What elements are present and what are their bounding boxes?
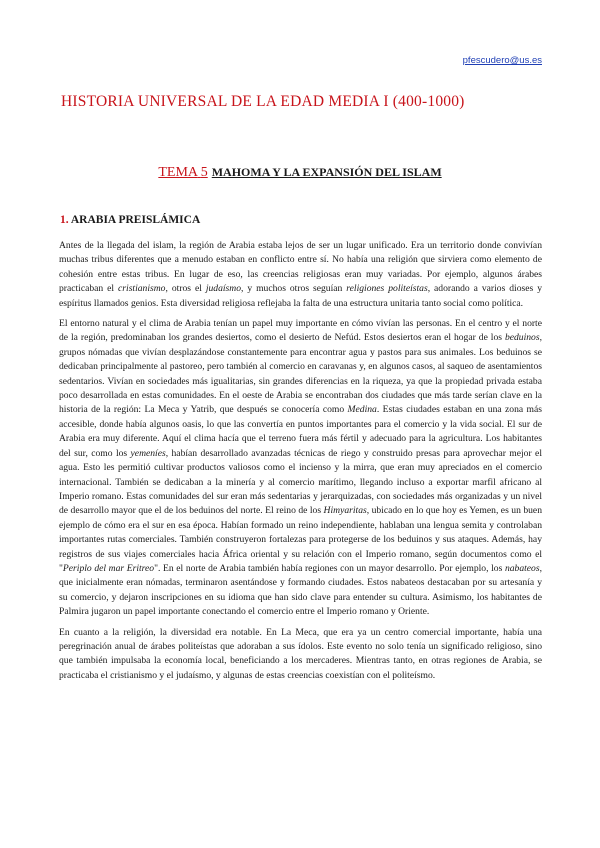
section-title: ARABIA PREISLÁMICA <box>70 214 201 226</box>
topic-label: TEMA 5 <box>158 165 208 180</box>
section-number: 1. <box>60 214 69 226</box>
paragraph-2: El entorno natural y el clima de Arabia tenían un papel muy importante en cómo vivían las personas. En el centro y el norte de la región, predominaban los grandes desiertos, como el desierto de Nefúd. Estos desiertos eran el hogar de los beduinos, grupos nómadas que vivían desplazándose constantemente para encontrar agua y pastos para sus animales. Los beduinos se dedicaban principalmente al pastoreo, pero también al comercio en caravanas y, en algunos casos, al saqueo de asentamientos sedentarios. Vivían en sociedades más igualitarias, sin grandes diferencias en la riqueza, ya que la propiedad privada estaba poco desarrollada en estas comunidades. En el oeste de Arabia se encontraban dos ciudades que más tarde serían clave en la historia de la región: La Meca y Yatrib, que después se conocería como Medina. Estas ciudades estaban en una zona más accesible, donde había algunos oasis, lo que las convertía en puntos importantes para el comercio y la vida social. El sur de Arabia era muy diferente. Aquí el clima hacía que el terreno fuera más fértil y adecuado para la agricultura. Los habitantes del sur, como los yemeníes, habían desarrollado avanzadas técnicas de riego y construido presas para aprovechar mejor el agua. Esto les permitió cultivar productos valiosos como el incienso y la mirra, que eran muy apreciados en el comercio internacional. También se dedicaban a la minería y al comercio marítimo, llegando incluso a exportar marfil africano al Imperio romano. Estas comunidades del sur eran más sedentarias y jerarquizadas, con sociedades más organizadas y un nivel de desarrollo mayor que el de los beduinos del norte. El reino de los Himyaritas, ubicado en lo que hoy es Yemen, es un buen ejemplo de cómo era el sur en esa época. Habían formado un reino independiente, hablaban una lengua semita y controlaban importantes rutas comerciales. También construyeron fortalezas para protegerse de los beduinos y sus ataques. Además, hay registros de sus viajes comerciales hacia África oriental y su relación con el Imperio romano, según documentos como el "Periplo del mar Eritreo". En el norte de Arabia también había regiones con un mayor desarrollo. Por ejemplo, los nabateos, que inicialmente eran nómadas, terminaron asentándose y formando ciudades. Estos nabateos destacaban por su artesanía y su comercio, y dejaron inscripciones en su idioma que han sido clave para entender su cultura. Asimismo, los habitantes de Palmira jugaron un papel importante conectando el comercio entre el Imperio romano y Oriente. <box>59 318 542 618</box>
paragraph-1: Antes de la llegada del islam, la región de Arabia estaba lejos de ser un lugar unificado. Era un territorio donde convivían muchas tribus diferentes que a menudo estaban en conflicto entre sí. No había una religión que sirviera como elemento de cohesión entre estas tribus. En lugar de eso, las creencias religiosas eran muy variadas. Por ejemplo, algunos árabes practicaban el cristianismo, otros el judaísmo, y muchos otros seguían religiones politeístas, adorando a varios dioses y espíritus llamados genios. Esta diversidad religiosa reflejaba la falta de una estructura unitaria tanto social como política. <box>59 240 542 309</box>
paragraph-3: En cuanto a la religión, la diversidad era notable. En La Meca, que era ya un centro comercial importante, había una peregrinación anual de árabes politeístas que adoraban a sus ídolos. Este evento no solo tenía un significado religioso, sino que también impulsaba la economía local, beneficiando a los mercaderes. Mientras tanto, en otras regiones de Arabia, se practicaba el cristianismo y el judaísmo, y algunas de estas creencias coexistían con el politeísmo. <box>59 626 542 681</box>
topic-number: 5 <box>200 165 208 180</box>
course-title: HISTORIA UNIVERSAL DE LA EDAD MEDIA I (400-1000) <box>61 93 465 110</box>
topic-heading <box>0 163 600 181</box>
topic-name: MAHOMA Y LA EXPANSIÓN DEL ISLAM <box>211 165 442 179</box>
author-email-link[interactable]: pfescudero@us.es <box>462 55 542 66</box>
body-text <box>59 239 542 689</box>
section-heading <box>60 214 200 226</box>
